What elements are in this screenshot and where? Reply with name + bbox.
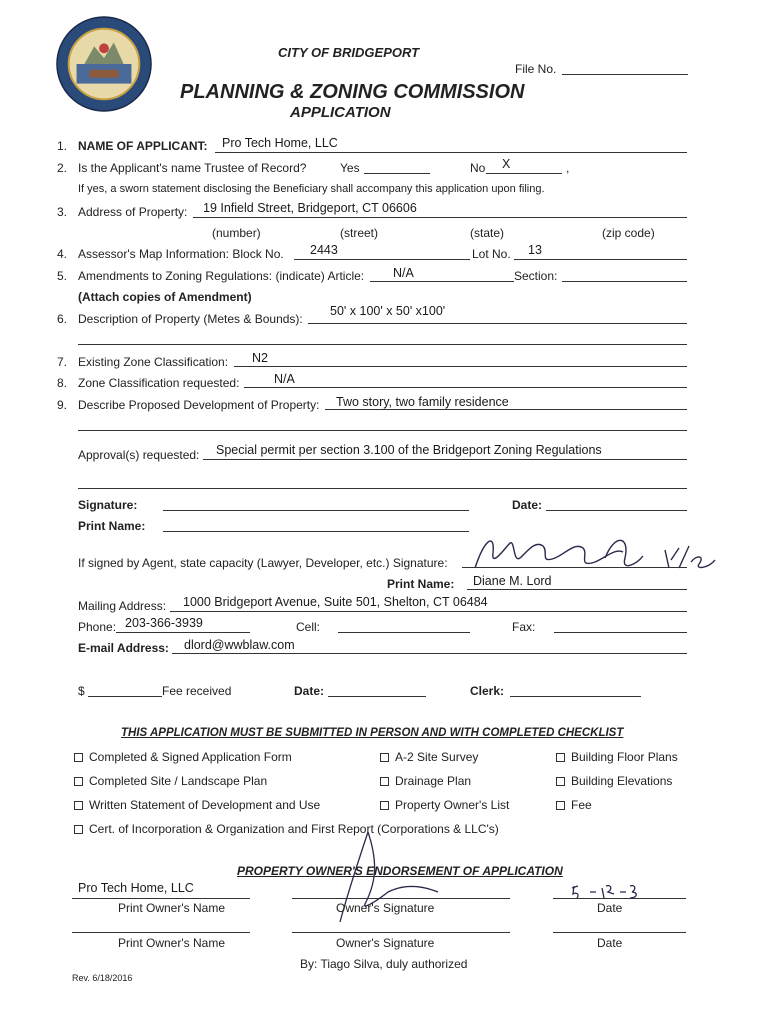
approval-field[interactable]	[203, 459, 687, 460]
cell-field[interactable]	[338, 632, 470, 633]
checkbox[interactable]	[74, 801, 83, 810]
city-seal-logo	[55, 15, 153, 113]
owner2-name-field[interactable]	[72, 932, 250, 933]
approval-label: Approval(s) requested:	[78, 448, 200, 462]
checkbox[interactable]	[556, 801, 565, 810]
q6-number: 6.	[57, 312, 68, 326]
mailing-address-label: Mailing Address:	[78, 599, 167, 613]
agent-handwritten-signature	[465, 528, 735, 578]
fax-field[interactable]	[554, 632, 687, 633]
trustee-note: If yes, a sworn statement disclosing the Beneficiary shall accompany this application upon filing.	[78, 183, 545, 195]
approval-value: Special permit per section 3.100 of the Bridgeport Zoning Regulations	[216, 443, 602, 457]
development-field[interactable]	[325, 409, 687, 410]
phone-field[interactable]	[116, 632, 250, 633]
trustee-yes-label: Yes	[340, 161, 360, 175]
address-number-caption: (number)	[212, 226, 261, 240]
applicant-name-value: Pro Tech Home, LLC	[222, 136, 338, 150]
authorized-by-line: By: Tiago Silva, duly authorized	[300, 957, 468, 971]
signature-label: Signature:	[78, 498, 138, 512]
email-label: E-mail Address:	[78, 641, 169, 655]
checkbox[interactable]	[556, 777, 565, 786]
owner-date-caption: Date	[597, 901, 623, 915]
owner-handwritten-signature	[318, 822, 448, 932]
attach-amendment-note: (Attach copies of Amendment)	[78, 290, 252, 304]
print-owner-name-caption-2: Print Owner's Name	[118, 936, 225, 950]
q9-number: 9.	[57, 398, 68, 412]
clerk-label: Clerk:	[470, 684, 505, 698]
print-owner-name-caption: Print Owner's Name	[118, 901, 225, 915]
trustee-yes-field[interactable]	[364, 173, 430, 174]
checklist-item[interactable]: Building Floor Plans	[556, 750, 678, 764]
q1-number: 1.	[57, 139, 68, 153]
checklist-item[interactable]: Fee	[556, 798, 592, 812]
applicant-name-label: NAME OF APPLICANT:	[78, 139, 208, 153]
block-no-field[interactable]	[294, 259, 470, 260]
amendments-value: N/A	[393, 266, 414, 280]
fee-date-label: Date:	[294, 684, 325, 698]
description-label: Description of Property (Metes & Bounds):	[78, 312, 303, 326]
clerk-field[interactable]	[510, 696, 641, 697]
checkbox[interactable]	[74, 777, 83, 786]
trustee-no-field[interactable]	[486, 173, 562, 174]
address-state-caption: (state)	[470, 226, 505, 240]
fee-received-label: Fee received	[162, 684, 232, 698]
development-label: Describe Proposed Development of Property:	[78, 398, 320, 412]
fax-label: Fax:	[512, 620, 536, 634]
checklist-item[interactable]: Property Owner's List	[380, 798, 509, 812]
cell-label: Cell:	[296, 620, 321, 634]
lot-no-label: Lot No.	[472, 247, 511, 261]
q7-number: 7.	[57, 355, 68, 369]
applicant-name-field[interactable]	[215, 152, 687, 153]
agent-print-name-value: Diane M. Lord	[473, 574, 552, 588]
checkbox[interactable]	[74, 825, 83, 834]
checkbox[interactable]	[556, 753, 565, 762]
checkbox[interactable]	[380, 777, 389, 786]
requested-zone-field[interactable]	[244, 387, 687, 388]
agent-signature-label: If signed by Agent, state capacity (Lawyer, Developer, etc.) Signature:	[78, 556, 448, 570]
email-field[interactable]	[172, 653, 687, 654]
address-zip-caption: (zip code)	[602, 226, 655, 240]
checklist-item[interactable]: Cert. of Incorporation & Organization and First Report (Corporations & LLC's)	[74, 822, 499, 836]
phone-label: Phone:	[78, 620, 117, 634]
owner-handwritten-date	[568, 880, 648, 902]
trustee-no-value: X	[502, 157, 511, 171]
phone-value: 203-366-3939	[125, 616, 203, 630]
print-name-field[interactable]	[163, 531, 469, 532]
checklist-item[interactable]: A-2 Site Survey	[380, 750, 478, 764]
signature-field[interactable]	[163, 510, 469, 511]
email-value: dlord@wwblaw.com	[184, 638, 295, 652]
development-value: Two story, two family residence	[336, 395, 509, 409]
owner2-signature-field[interactable]	[292, 932, 510, 933]
mailing-address-field[interactable]	[170, 611, 687, 612]
approval-field-line2[interactable]	[78, 488, 687, 489]
checkbox[interactable]	[380, 753, 389, 762]
file-no-label: File No.	[515, 62, 557, 76]
development-field-line2[interactable]	[78, 430, 687, 431]
form-title: PLANNING & ZONING COMMISSION	[180, 81, 525, 103]
owner1-name-field[interactable]	[72, 898, 250, 899]
section-field[interactable]	[562, 281, 687, 282]
owner2-date-field[interactable]	[553, 932, 686, 933]
file-no-field[interactable]	[562, 74, 688, 75]
revision-date: Rev. 6/18/2016	[72, 973, 133, 983]
requested-zone-value: N/A	[274, 372, 295, 386]
signature-date-field[interactable]	[546, 510, 687, 511]
checklist-heading: THIS APPLICATION MUST BE SUBMITTED IN PERSON AND WITH COMPLETED CHECKLIST	[121, 727, 624, 739]
owner-signature-caption: Owner's Signature	[336, 901, 435, 915]
q3-number: 3.	[57, 205, 68, 219]
checklist-item[interactable]: Completed Site / Landscape Plan	[74, 774, 267, 788]
description-field[interactable]	[308, 323, 687, 324]
agent-print-name-label: Print Name:	[387, 577, 455, 591]
fee-amount-field[interactable]	[88, 696, 162, 697]
lot-no-field[interactable]	[514, 259, 687, 260]
mailing-address-value: 1000 Bridgeport Avenue, Suite 501, Shelton, CT 06484	[183, 595, 488, 609]
block-no-label: Assessor's Map Information: Block No.	[78, 247, 284, 261]
owner-date-caption-2: Date	[597, 936, 623, 950]
description-field-line2[interactable]	[78, 344, 687, 345]
trustee-no-label: No	[470, 161, 486, 175]
property-address-field[interactable]	[193, 217, 687, 218]
address-street-caption: (street)	[340, 226, 379, 240]
trustee-comma: ,	[566, 161, 570, 175]
q8-number: 8.	[57, 376, 68, 390]
lot-no-value: 13	[528, 243, 542, 257]
city-name: CITY OF BRIDGEPORT	[278, 45, 420, 60]
agent-print-name-field[interactable]	[467, 589, 687, 590]
owner-signature-caption-2: Owner's Signature	[336, 936, 435, 950]
amendments-label: Amendments to Zoning Regulations: (indicate) Article:	[78, 269, 365, 283]
trustee-label: Is the Applicant's name Trustee of Record?	[78, 161, 307, 175]
property-address-label: Address of Property:	[78, 205, 188, 219]
print-name-label: Print Name:	[78, 519, 146, 533]
section-label: Section:	[514, 269, 558, 283]
owner1-name-value: Pro Tech Home, LLC	[78, 881, 194, 895]
q2-number: 2.	[57, 161, 68, 175]
checkbox[interactable]	[380, 801, 389, 810]
fee-dollar-sign: $	[78, 684, 85, 698]
owner-endorsement-heading: PROPERTY OWNER'S ENDORSEMENT OF APPLICATION	[237, 864, 563, 878]
existing-zone-label: Existing Zone Classification:	[78, 355, 229, 369]
checklist-item[interactable]: Completed & Signed Application Form	[74, 750, 292, 764]
q4-number: 4.	[57, 247, 68, 261]
q5-number: 5.	[57, 269, 68, 283]
checklist-item[interactable]: Drainage Plan	[380, 774, 471, 788]
existing-zone-value: N2	[252, 351, 268, 365]
checklist-item[interactable]: Written Statement of Development and Use	[74, 798, 320, 812]
property-address-value: 19 Infield Street, Bridgeport, CT 06606	[203, 201, 417, 215]
existing-zone-field[interactable]	[234, 366, 687, 367]
checklist-item[interactable]: Building Elevations	[556, 774, 672, 788]
amendments-field[interactable]	[370, 281, 514, 282]
description-value: 50' x 100' x 50' x100'	[330, 304, 446, 318]
requested-zone-label: Zone Classification requested:	[78, 376, 240, 390]
signature-date-label: Date:	[512, 498, 543, 512]
fee-date-field[interactable]	[328, 696, 426, 697]
checkbox[interactable]	[74, 753, 83, 762]
block-no-value: 2443	[310, 243, 338, 257]
form-subtitle: APPLICATION	[290, 104, 391, 121]
